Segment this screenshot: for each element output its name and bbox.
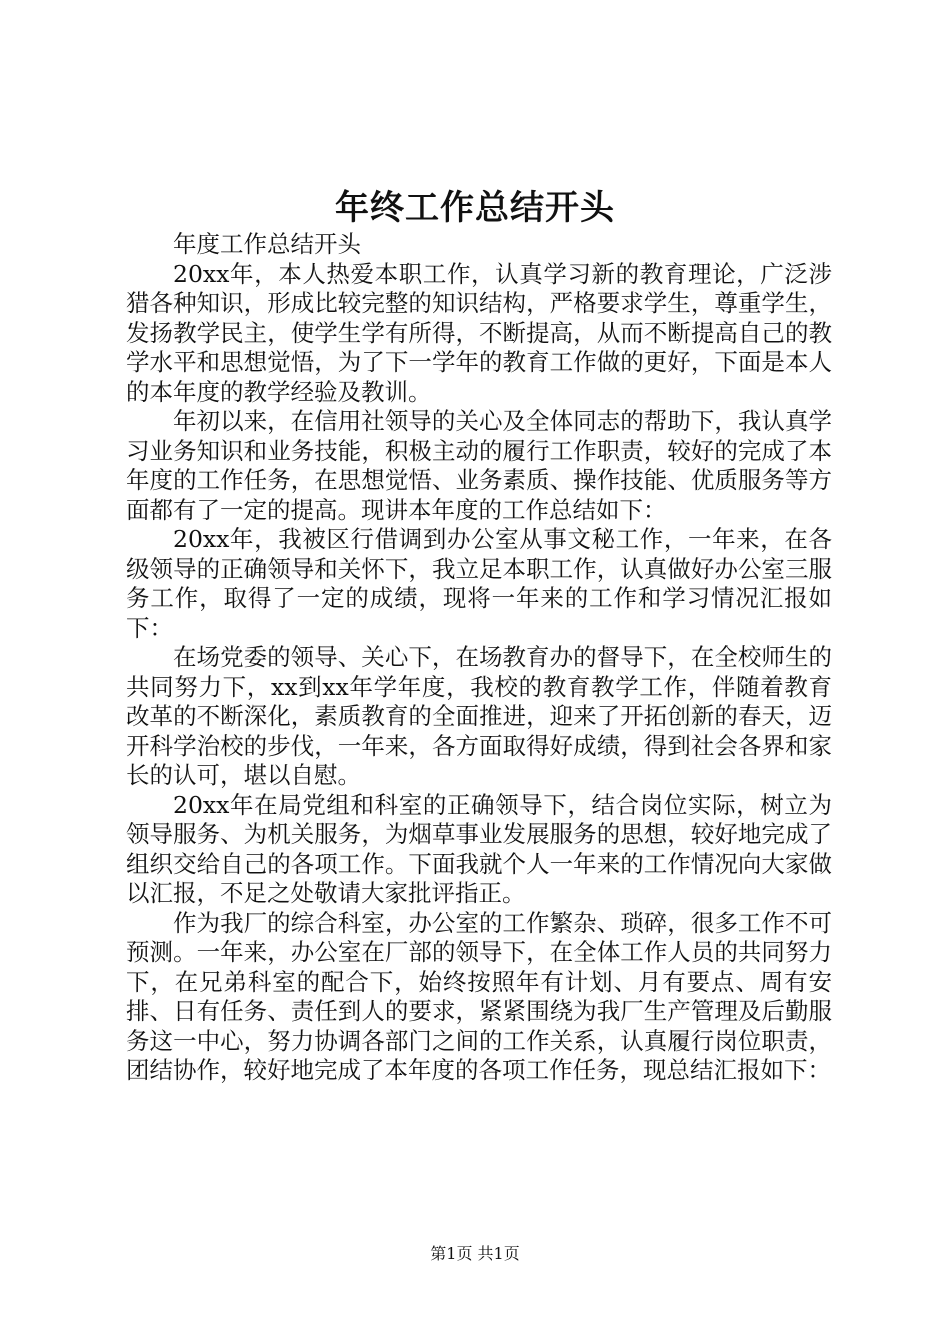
document-title: 年终工作总结开头 — [335, 188, 615, 228]
paragraph-subtitle: 年度工作总结开头 — [173, 230, 361, 258]
paragraph: 年初以来，在信用社领导的关心及全体同志的帮助下，我认真学习业务知识和业务技能，积极主动的履行工作职责，较好的完成了本年度的工作任务，在思想觉悟、业务素质、操作技能、优质服务等方面都有了一定的提高。现讲本年度的工作总结如下： — [126, 407, 832, 524]
document-body — [126, 230, 832, 1086]
paragraph: 作为我厂的综合科室，办公室的工作繁杂、琐碎，很多工作不可预测。一年来，办公室在厂部的领导下，在全体工作人员的共同努力下，在兄弟科室的配合下，始终按照年有计划、月有要点、周有安排、日有任务、责任到人的要求，紧紧围绕为我厂生产管理及后勤服务这一中心，努力协调各部门之间的工作关系，认真履行岗位职责，团结协作，较好地完成了本年度的各项工作任务，现总结汇报如下： — [126, 908, 832, 1084]
page-footer: 第1页 共1页 — [430, 1244, 520, 1263]
paragraph: 在场党委的领导、关心下，在场教育办的督导下，在全校师生的共同努力下，xx到xx年学年度，我校的教育教学工作，伴随着教育改革的不断深化，素质教育的全面推进，迎来了开拓创新的春天，迈开科学治校的步伐，一年来，各方面取得好成绩，得到社会各界和家长的认可，堪以自慰。 — [126, 643, 832, 789]
paragraph: 20xx年，我被区行借调到办公室从事文秘工作，一年来，在各级领导的正确领导和关怀下，我立足本职工作，认真做好办公室三服务工作，取得了一定的成绩，现将一年来的工作和学习情况汇报如下： — [126, 525, 832, 642]
paragraph: 20xx年，本人热爱本职工作，认真学习新的教育理论，广泛涉猎各种知识，形成比较完整的知识结构，严格要求学生，尊重学生，发扬教学民主，使学生学有所得，不断提高，从而不断提高自己的教学水平和思想觉悟，为了下一学年的教育工作做的更好，下面是本人的本年度的教学经验及教训。 — [126, 259, 832, 406]
paragraph: 20xx年在局党组和科室的正确领导下，结合岗位实际，树立为领导服务、为机关服务，为烟草事业发展服务的思想，较好地完成了组织交给自己的各项工作。下面我就个人一年来的工作情况向大家做以汇报，不足之处敬请大家批评指正。 — [126, 790, 832, 907]
